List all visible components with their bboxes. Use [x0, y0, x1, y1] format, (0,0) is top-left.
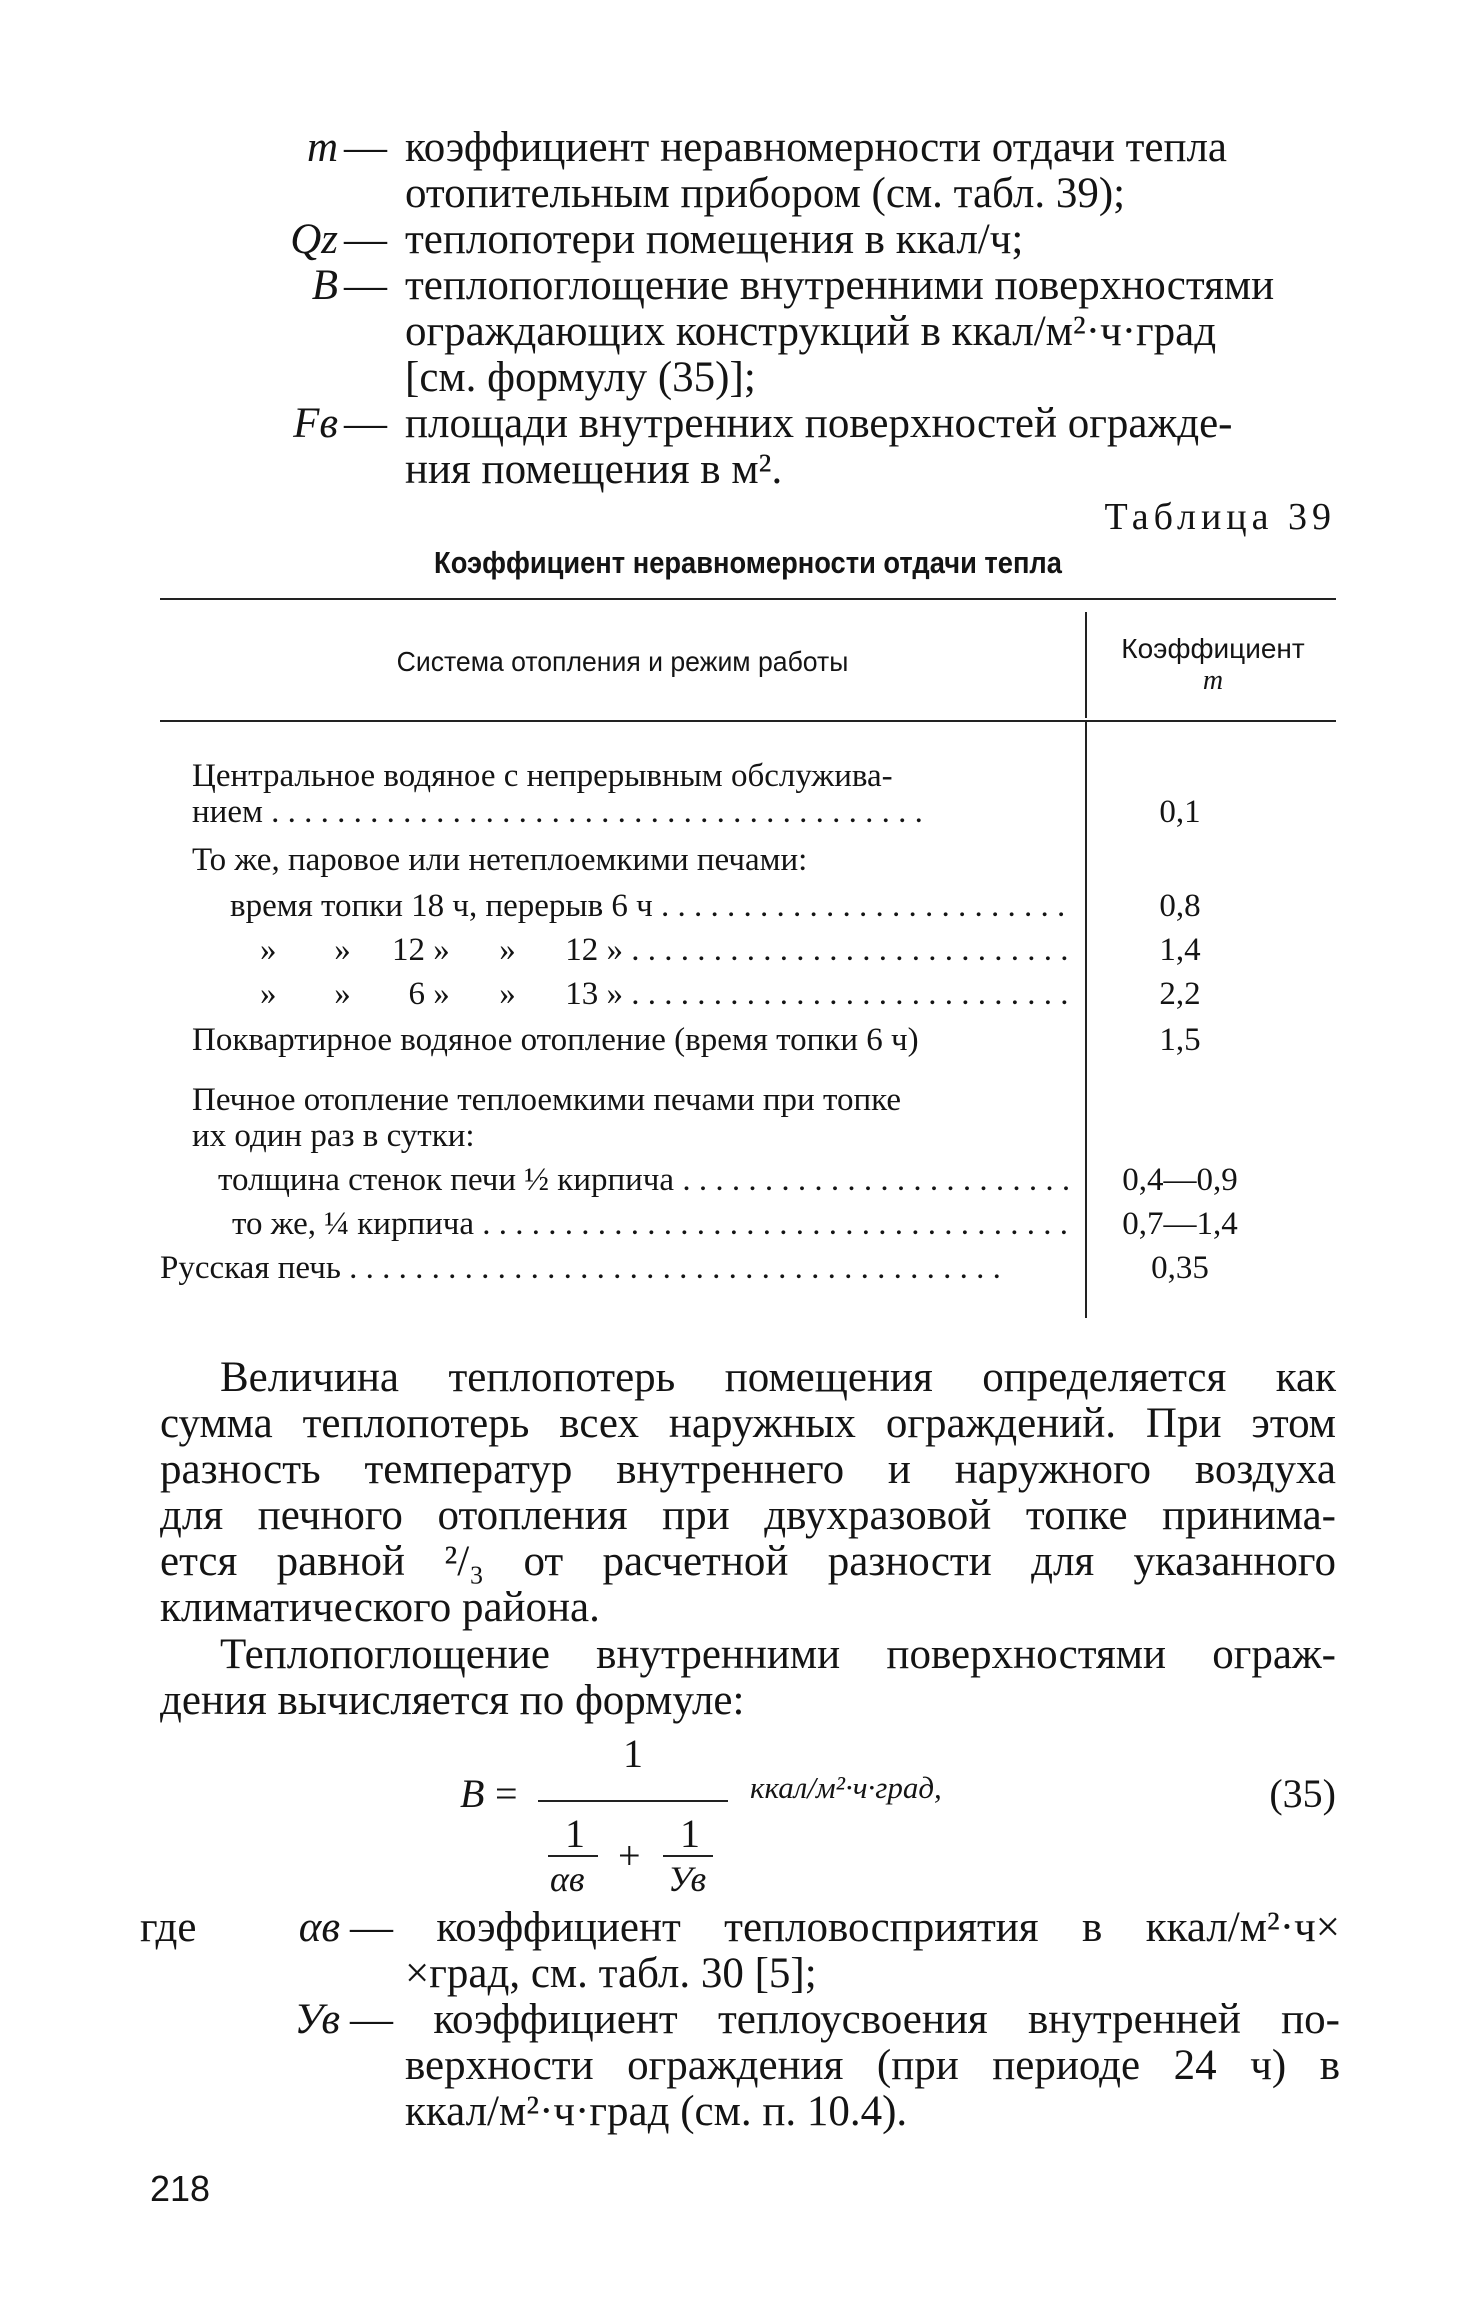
dash: — [344, 216, 387, 263]
definition-text: теплопоглощение внутренними поверхностями [405, 262, 1275, 309]
text-line: ккал/м²·ч·град (см. п. 10.4). [405, 2088, 908, 2135]
text-line: климатического района. [160, 1584, 600, 1631]
formula-term2-numerator: 1 [680, 1811, 700, 1856]
body-divider [1085, 722, 1087, 1318]
row-value: 0,8 [1159, 888, 1201, 924]
row-value: 0,4—0,9 [1122, 1162, 1238, 1198]
text-line: ×град, см. табл. 30 [5]; [405, 1950, 817, 1997]
row-label: то же, ¼ кирпича . . . [232, 1206, 1072, 1242]
definition-text: площади внутренних поверхностей огражде- [405, 400, 1233, 447]
symbol-b: B [311, 262, 338, 309]
formula-plus: + [618, 1833, 641, 1878]
formula-number: (35) [1269, 1771, 1336, 1816]
definition-text: теплопотери помещения в ккал/ч; [405, 216, 1024, 263]
text-line: для печного отопления при двухразовой топке принима- [160, 1492, 1336, 1539]
definition-text: ограждающих конструкций в ккал/м²·ч·град [405, 308, 1217, 355]
definition-m [280, 125, 1340, 217]
header-coefficient [1090, 633, 1336, 697]
row-value: 2,2 [1159, 976, 1201, 1012]
text-line: верхности ограждения (при периоде 24 ч) в [405, 2042, 1340, 2089]
table-caption: Таблица 39 [1104, 496, 1336, 538]
definition-b [280, 263, 1340, 401]
text-line: дения вычисляется по формуле: [160, 1677, 745, 1724]
row-label: » » 6 » » 13 » . . . [260, 976, 1072, 1012]
definition-text: [см. формулу (35)]; [405, 354, 756, 401]
row-label: То же, паровое или нетеплоемкими печами: [192, 842, 808, 878]
row-label: Русская печь . . . [160, 1250, 1072, 1286]
row-label: Центральное водяное с непрерывным обслужива- [192, 758, 893, 794]
row-value: 0,7—1,4 [1122, 1206, 1238, 1242]
row-label: Печное отопление теплоемкими печами при топке [192, 1082, 901, 1118]
definition-q [280, 217, 1340, 263]
formula-term1-denominator: αв [550, 1859, 585, 1899]
definition-f [280, 401, 1340, 493]
text-line: — коэффициент тепловосприятия в ккал/м²·ч× [350, 1904, 1340, 1951]
coefficient-table [160, 598, 1336, 1318]
row-label: Поквартирное водяное отопление (время топки 6 ч) [192, 1022, 919, 1058]
text-line: — коэффициент теплоусвоения внутренней по- [350, 1996, 1340, 2043]
formula-term1-numerator: 1 [565, 1811, 585, 1856]
row-value: 1,5 [1159, 1022, 1201, 1058]
row-label: их один раз в сутки: [192, 1118, 475, 1154]
formula-main-fraction-bar [538, 1800, 728, 1802]
text-line: Теплопоглощение внутренними поверхностями ограж- [220, 1631, 1336, 1678]
definition-text: отопительным прибором (см. табл. 39); [405, 170, 1126, 217]
row-label: время топки 18 ч, перерыв 6 ч . . . [230, 888, 1072, 924]
text-line: разность температур внутреннего и наружного воздуха [160, 1446, 1336, 1493]
text-line: ется равной ²/₃ от расчетной разности для указанного [160, 1538, 1336, 1585]
table-top-rule [160, 598, 1336, 600]
row-label: толщина стенок печи ½ кирпича . . . [218, 1162, 1072, 1198]
dash: — [344, 262, 387, 309]
table-title: Коэффициент неравномерности отдачи тепла [434, 545, 1062, 580]
header-coefficient-label: Коэффициент [1121, 633, 1305, 664]
header-bottom-rule [160, 720, 1336, 722]
paragraph-heat-loss [160, 1355, 1336, 1631]
row-value: 1,4 [1159, 932, 1201, 968]
header-system: Система отопления и режим работы [396, 646, 849, 677]
formula-units: ккал/м²·ч·град, [750, 1770, 942, 1805]
text-line: сумма теплопотерь всех наружных ограждений. При этом [160, 1400, 1336, 1447]
formula-equals: = [495, 1771, 518, 1816]
formula-35 [160, 1730, 1336, 1899]
definition-text: ния помещения в м². [405, 446, 783, 493]
formula-lhs: B [460, 1771, 485, 1816]
row-value: 0,35 [1151, 1250, 1209, 1286]
formula-term2-bar [663, 1855, 713, 1857]
row-label: нием . . . [192, 794, 1072, 830]
symbol-f: Fв [293, 400, 338, 447]
formula-term1-bar [548, 1855, 598, 1857]
paragraph-heat-absorption [160, 1632, 1336, 1724]
symbol-m: m [306, 124, 338, 171]
dash: — [344, 124, 387, 171]
where-word: где [140, 1904, 197, 1951]
formula-term2-denominator: Ув [668, 1859, 707, 1899]
definitions-list [280, 125, 1340, 493]
dash: — [344, 400, 387, 447]
symbol-q: Qz [290, 216, 338, 263]
symbol-alpha: αв [298, 1904, 340, 1951]
row-value: 0,1 [1159, 794, 1201, 830]
header-divider [1085, 612, 1087, 718]
row-label: » » 12 » » 12 » . . . [260, 932, 1072, 968]
header-coefficient-symbol: m [1202, 665, 1224, 696]
page-number: 218 [150, 2168, 211, 2209]
symbol-y: Ув [294, 1996, 340, 2043]
formula-numerator: 1 [623, 1731, 643, 1776]
definition-text: коэффициент неравномерности отдачи тепла [405, 124, 1227, 171]
text-line: Величина теплопотерь помещения определяется как [220, 1354, 1336, 1401]
